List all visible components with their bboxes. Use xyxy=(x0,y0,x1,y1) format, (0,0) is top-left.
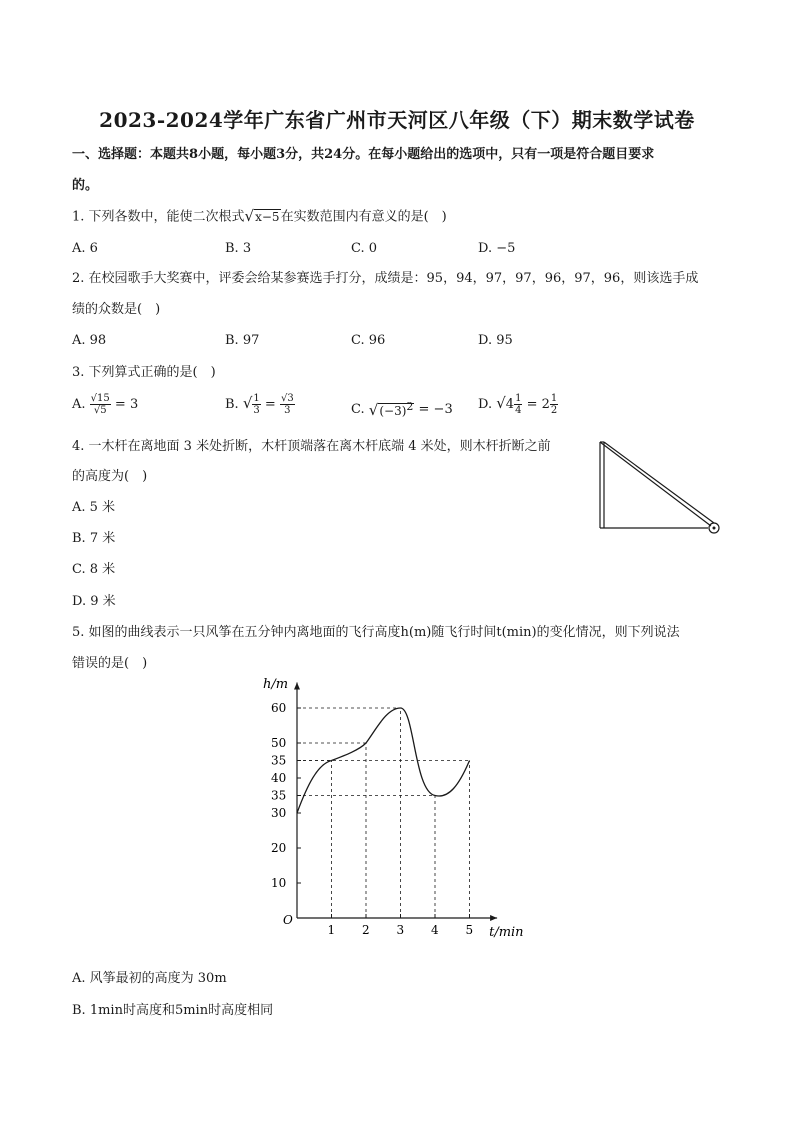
q3-a-rhs: = 3 xyxy=(114,397,139,412)
section-heading-mid1: 小题，每小题 xyxy=(198,147,277,162)
question-5-stem-line2: 错误的是( ) xyxy=(72,656,148,671)
q3-option-d[interactable] xyxy=(478,393,558,416)
q3-b-result xyxy=(280,393,295,416)
q3-d-rwhole: = 2 xyxy=(526,397,550,412)
x-tick-label: 5 xyxy=(465,923,474,937)
q3-d-den: 4 xyxy=(515,405,522,416)
kite-height-chart xyxy=(255,670,545,942)
radical-sign-icon: √ xyxy=(368,401,379,419)
q1-option-d[interactable]: D. −5 xyxy=(478,241,516,256)
q3-a-den: 5 xyxy=(100,405,107,416)
question-5-stem-line1: 5. 如图的曲线表示一只风筝在五分钟内离地面的飞行高度h(m)随飞行时间t(min)的变化情况，则下列说法 xyxy=(72,625,680,640)
radical-sign-icon: √ xyxy=(90,393,98,404)
radical-sign-icon: √ xyxy=(93,405,101,416)
question-3-stem: 3. 下列算式正确的是( ) xyxy=(72,365,216,380)
radical-sign-icon: √ xyxy=(496,394,506,412)
y-axis-label: h/m xyxy=(263,677,289,692)
q3-b-num: 1 xyxy=(253,393,260,404)
q3-c-radical xyxy=(369,398,415,421)
x-axis-label: t/min xyxy=(489,925,524,940)
q4-option-c[interactable]: C. 8 米 xyxy=(72,562,116,577)
question-2-stem-line1: 2. 在校园歌手大奖赛中，评委会给某参赛选手打分，成绩是：95，94，97，97，96，97，96，则该选手成 xyxy=(72,271,699,286)
q2-option-c[interactable]: C. 96 xyxy=(351,333,386,348)
q3-d-whole: 4 xyxy=(505,397,515,412)
q3-d-rden: 2 xyxy=(550,405,558,416)
radical-sign-icon: √ xyxy=(280,393,288,404)
q3-d-radical xyxy=(496,393,522,416)
x-axis-arrow-icon xyxy=(490,915,497,921)
q5-option-b[interactable]: B. 1min时高度和5min时高度相同 xyxy=(72,1003,274,1018)
section-heading-line2: 的。 xyxy=(72,178,99,193)
section-heading-tail: 分。在每小题给出的选项中，只有一项是符合题目要求 xyxy=(342,147,655,162)
radical-sign-icon: √ xyxy=(244,207,255,225)
x-tick-label: 4 xyxy=(431,923,439,937)
q3-d-rnum: 1 xyxy=(550,393,558,404)
q1-option-b[interactable]: B. 3 xyxy=(225,241,252,256)
q3-b-radical xyxy=(243,393,261,416)
q5-option-a[interactable]: A. 风筝最初的高度为 30m xyxy=(72,971,227,986)
q3-b-rden: 3 xyxy=(284,405,291,416)
broken-part-edge-2 xyxy=(604,442,714,523)
q1-radical xyxy=(245,207,281,227)
question-4-stem-line1: 4. 一木杆在离地面 3 米处折断，木杆顶端落在离木杆底端 4 米处，则木杆折断之前 xyxy=(72,439,551,454)
section-heading xyxy=(72,146,654,164)
q3-c-rhs: = −3 xyxy=(418,402,453,417)
q4-option-a[interactable]: A. 5 米 xyxy=(72,500,116,515)
x-tick-label: 2 xyxy=(362,923,370,937)
question-1-stem xyxy=(72,207,447,227)
question-2-stem-line2: 绩的众数是( ) xyxy=(72,302,161,317)
question-count: 8 xyxy=(189,147,199,162)
question-4-stem-line2: 的高度为( ) xyxy=(72,469,148,484)
y-tick-label: 20 xyxy=(271,841,287,855)
q1-option-a[interactable]: A. 6 xyxy=(72,241,98,256)
broken-pole-figure xyxy=(590,432,730,542)
q2-option-a[interactable]: A. 98 xyxy=(72,333,107,348)
q3-b-den: 3 xyxy=(253,405,260,416)
x-tick-label: 3 xyxy=(396,923,405,937)
q1-radicand: x−5 xyxy=(255,210,280,224)
q4-option-b[interactable]: B. 7 米 xyxy=(72,531,116,546)
origin-label: O xyxy=(283,913,293,927)
y-tick-label: 35 xyxy=(271,788,287,803)
pole-tip-dot xyxy=(713,527,716,530)
q4-option-d[interactable]: D. 9 米 xyxy=(72,594,116,609)
section-heading-lead: 一、选择题：本题共 xyxy=(72,147,190,162)
y-tick-label: 50 xyxy=(271,736,287,750)
q3-d-label: D. xyxy=(478,397,493,412)
q3-option-b[interactable]: B. √ $\frac{1}{3}$ = $\frac{√3}{3}$ xyxy=(225,393,294,416)
q3-a-fraction xyxy=(90,393,111,416)
q3-option-a[interactable] xyxy=(72,393,138,416)
y-tick-label: 60 xyxy=(271,701,287,715)
score-total: 24 xyxy=(324,147,343,162)
q1-stem-pre: 1. 下列各数中，能使二次根式 xyxy=(72,209,245,225)
q3-b-label: B. xyxy=(225,397,239,412)
section-heading-mid2: 分，共 xyxy=(285,147,325,162)
q3-option-c[interactable] xyxy=(351,398,453,421)
radical-sign-icon: √ xyxy=(242,394,253,412)
q2-option-b[interactable]: B. 97 xyxy=(225,333,260,348)
q1-stem-post: 在实数范围内有意义的是( ) xyxy=(280,209,447,225)
q1-option-c[interactable]: C. 0 xyxy=(351,241,378,256)
q3-c-label: C. xyxy=(351,402,365,417)
y-tick-label: 30 xyxy=(271,806,287,820)
broken-part-edge-1 xyxy=(600,442,711,526)
q3-a-num: 15 xyxy=(97,393,110,404)
q3-d-num: 1 xyxy=(515,393,522,404)
q3-b-rnum: 3 xyxy=(287,393,294,404)
exam-title: 2023-2024学年广东省广州市天河区八年级（下）期末数学试卷 xyxy=(99,108,695,132)
x-tick-label: 1 xyxy=(327,923,336,937)
y-tick-label: 10 xyxy=(271,876,287,890)
y-tick-label: 35 xyxy=(271,753,287,768)
y-axis-arrow-icon xyxy=(294,683,300,690)
q3-c-exp: 2 xyxy=(406,400,414,413)
q3-a-label: A. xyxy=(72,397,86,412)
score-each: 3 xyxy=(276,147,286,162)
y-tick-label: 40 xyxy=(271,771,287,785)
q2-option-d[interactable]: D. 95 xyxy=(478,333,513,348)
q3-c-body: (−3) xyxy=(379,404,407,418)
